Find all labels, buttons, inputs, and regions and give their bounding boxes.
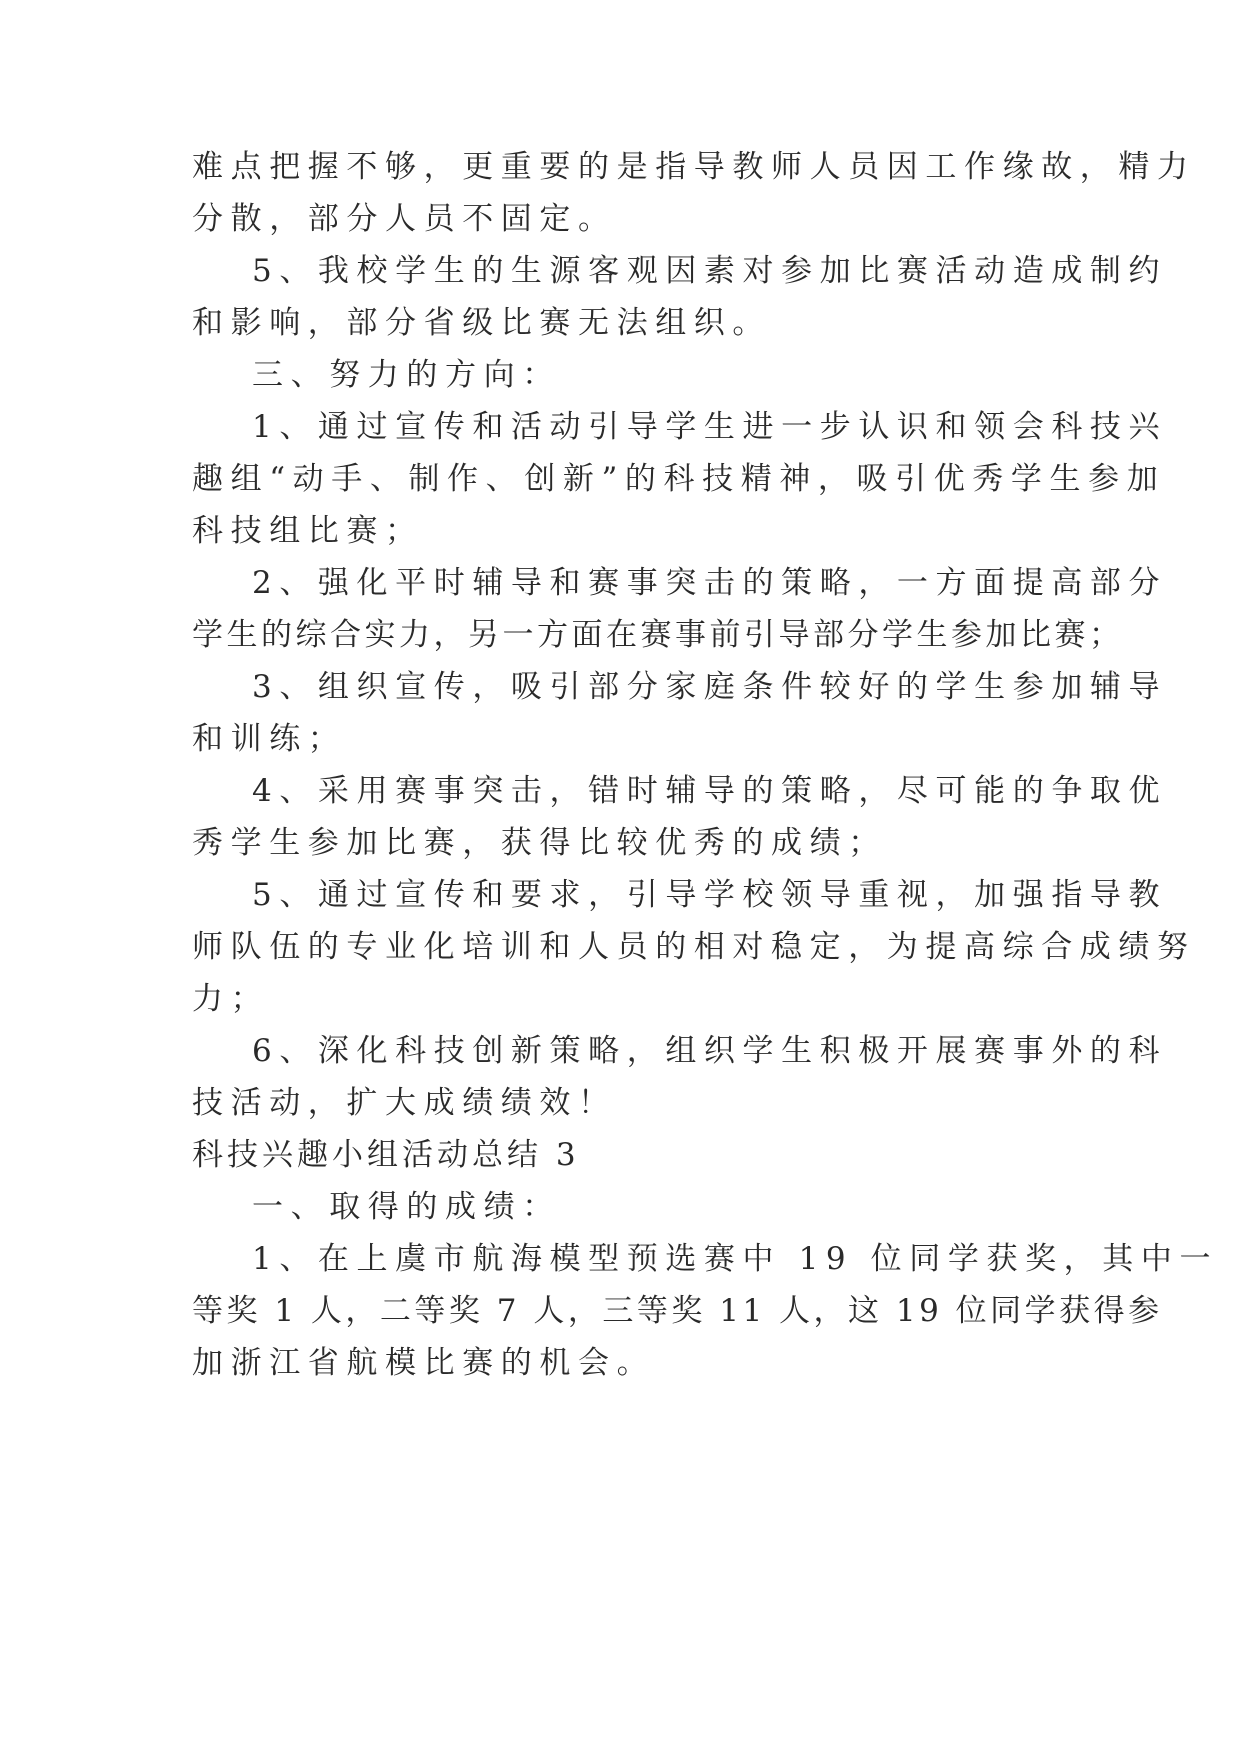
section-heading: 三、努力的方向：: [252, 357, 561, 393]
paragraph-line: 3、组织宣传，吸引部分家庭条件较好的学生参加辅导: [252, 669, 1168, 705]
paragraph-line: 5、通过宣传和要求，引导学校领导重视，加强指导教: [252, 877, 1168, 913]
document-title: 科技兴趣小组活动总结 3: [192, 1137, 580, 1173]
paragraph-line: 4、采用赛事突击，错时辅导的策略，尽可能的争取优: [252, 773, 1168, 809]
paragraph-line: 学生的综合实力，另一方面在赛事前引导部分学生参加比赛；: [192, 617, 1124, 653]
paragraph-line: 分散，部分人员不固定。: [192, 201, 617, 237]
paragraph-line: 1、通过宣传和活动引导学生进一步认识和领会科技兴: [252, 409, 1168, 445]
paragraph-line: 力；: [192, 981, 270, 1017]
paragraph-line: 技活动，扩大成绩绩效！: [192, 1085, 617, 1121]
paragraph-line: 趣组“动手、制作、创新”的科技精神，吸引优秀学生参加: [192, 461, 1166, 497]
paragraph-line: 和影响，部分省级比赛无法组织。: [192, 305, 771, 341]
paragraph-line: 5、我校学生的生源客观因素对参加比赛活动造成制约: [252, 253, 1168, 289]
paragraph-line: 等奖 1 人，二等奖 7 人，三等奖 11 人，这 19 位同学获得参: [192, 1293, 1163, 1329]
paragraph-line: 1、在上虞市航海模型预选赛中 19 位同学获奖，其中一: [252, 1241, 1219, 1277]
paragraph-line: 和训练；: [192, 721, 347, 757]
paragraph-line: 秀学生参加比赛，获得比较优秀的成绩；: [192, 825, 887, 861]
paragraph-line: 师队伍的专业化培训和人员的相对稳定，为提高综合成绩努: [192, 929, 1196, 965]
paragraph-line: 难点把握不够，更重要的是指导教师人员因工作缘故，精力: [192, 149, 1196, 185]
paragraph-line: 加浙江省航模比赛的机会。: [192, 1345, 656, 1381]
paragraph-line: 2、强化平时辅导和赛事突击的策略，一方面提高部分: [252, 565, 1168, 601]
paragraph-line: 6、深化科技创新策略，组织学生积极开展赛事外的科: [252, 1033, 1168, 1069]
paragraph-line: 科技组比赛；: [192, 513, 424, 549]
section-heading: 一、取得的成绩：: [252, 1189, 561, 1225]
